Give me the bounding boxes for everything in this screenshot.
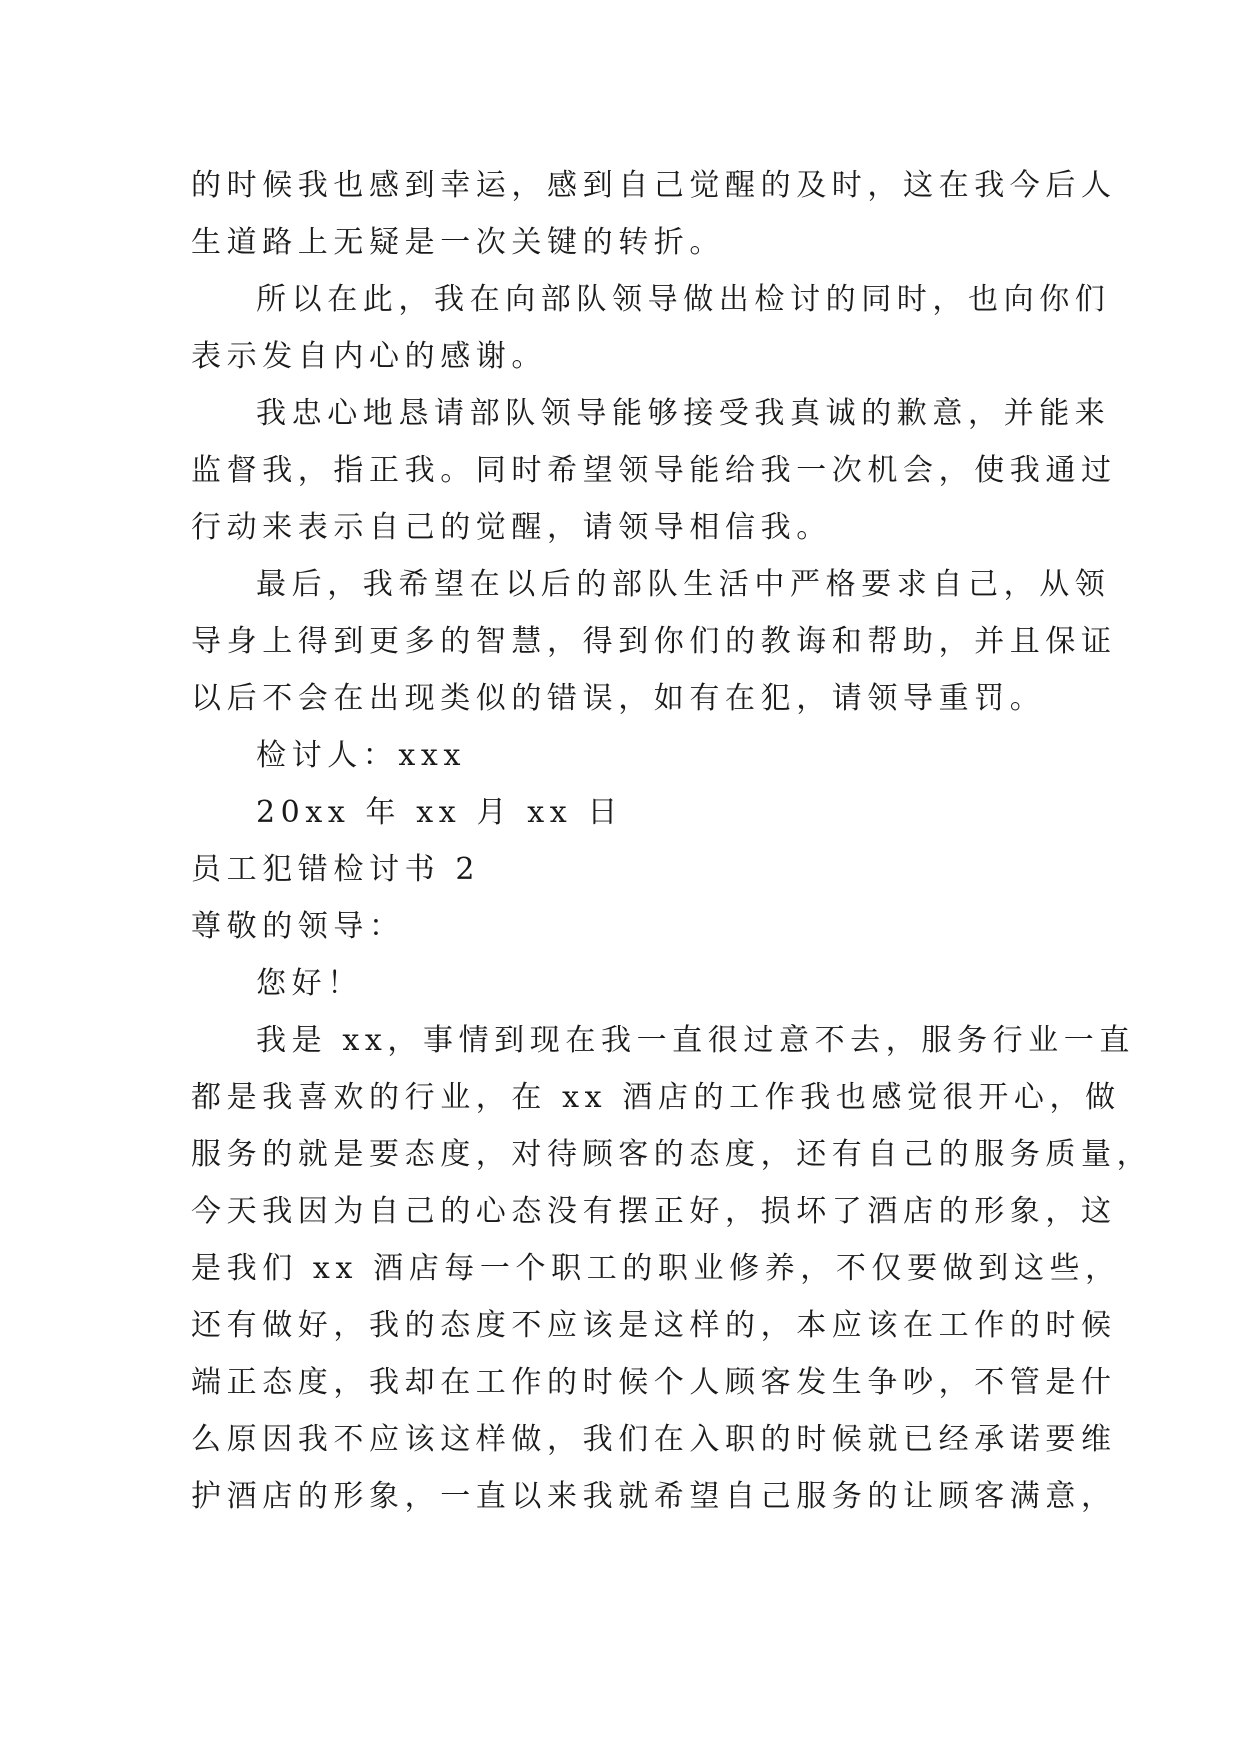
paragraph-line: 都是我喜欢的行业，在 xx 酒店的工作我也感觉很开心，做 bbox=[191, 1080, 1121, 1115]
paragraph-line: 以后不会在出现类似的错误，如有在犯，请领导重罚。 bbox=[191, 681, 1046, 716]
paragraph-line: 服务的就是要态度，对待顾客的态度，还有自己的服务质量， bbox=[191, 1137, 1153, 1172]
paragraph-line: 所以在此，我在向部队领导做出检讨的同时，也向你们 bbox=[256, 282, 1111, 317]
signature-line: 检讨人：xxx bbox=[256, 738, 466, 773]
paragraph-line: 生道路上无疑是一次关键的转折。 bbox=[191, 225, 725, 260]
paragraph-line: 是我们 xx 酒店每一个职工的职业修养，不仅要做到这些， bbox=[191, 1251, 1121, 1286]
greeting: 您好！ bbox=[256, 966, 363, 1001]
paragraph-line: 我是 xx，事情到现在我一直很过意不去，服务行业一直 bbox=[256, 1023, 1135, 1058]
section-title: 员工犯错检讨书 2 bbox=[191, 852, 481, 887]
paragraph-line: 么原因我不应该这样做，我们在入职的时候就已经承诺要维 bbox=[191, 1422, 1117, 1457]
paragraph-line: 最后，我希望在以后的部队生活中严格要求自己，从领 bbox=[256, 567, 1111, 602]
paragraph-line: 的时候我也感到幸运，感到自己觉醒的及时，这在我今后人 bbox=[191, 168, 1117, 203]
paragraph-line: 端正态度，我却在工作的时候个人顾客发生争吵，不管是什 bbox=[191, 1365, 1117, 1400]
paragraph-line: 导身上得到更多的智慧，得到你们的教诲和帮助，并且保证 bbox=[191, 624, 1117, 659]
date-line: 20xx 年 xx 月 xx 日 bbox=[256, 795, 623, 830]
paragraph-line: 表示发自内心的感谢。 bbox=[191, 339, 547, 374]
paragraph-line: 还有做好，我的态度不应该是这样的，本应该在工作的时候 bbox=[191, 1308, 1117, 1343]
paragraph-line: 护酒店的形象，一直以来我就希望自己服务的让顾客满意， bbox=[191, 1479, 1117, 1514]
paragraph-line: 今天我因为自己的心态没有摆正好，损坏了酒店的形象，这 bbox=[191, 1194, 1117, 1229]
salutation: 尊敬的领导： bbox=[191, 909, 405, 944]
paragraph-line: 我忠心地恳请部队领导能够接受我真诚的歉意，并能来 bbox=[256, 396, 1111, 431]
paragraph-line: 行动来表示自己的觉醒，请领导相信我。 bbox=[191, 510, 832, 545]
paragraph-line: 监督我，指正我。同时希望领导能给我一次机会，使我通过 bbox=[191, 453, 1117, 488]
